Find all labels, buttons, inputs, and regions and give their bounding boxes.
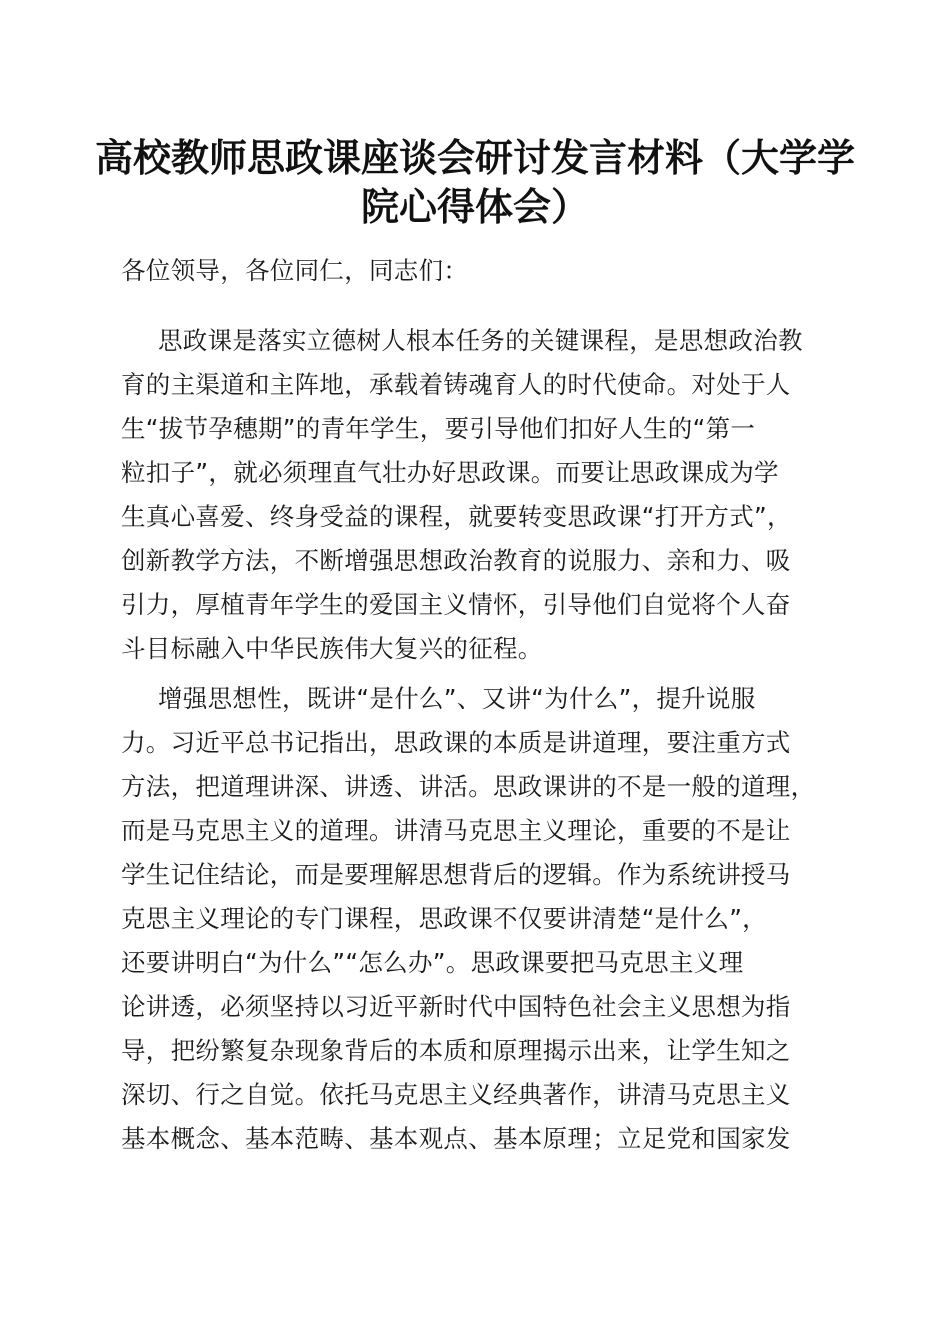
paragraph-1-line: 创新教学方法，不断增强思想政治教育的说服力、亲和力、吸 (121, 546, 791, 575)
paragraph-2-line: 力。习近平总书记指出，思政课的本质是讲道理，要注重方式 (121, 728, 791, 757)
paragraph-2-line: 导，把纷繁复杂现象背后的本质和原理揭示出来，让学生知之 (121, 1036, 791, 1065)
paragraph-2-line: 增强思想性，既讲“是什么”、又讲“为什么”，提升说服 (158, 684, 756, 713)
paragraph-1-line: 斗目标融入中华民族伟大复兴的征程。 (121, 634, 543, 663)
paragraph-2-line: 基本概念、基本范畴、基本观点、基本原理；立足党和国家发 (121, 1124, 791, 1153)
paragraph-1-line: 引力，厚植青年学生的爱国主义情怀，引导他们自觉将个人奋 (121, 590, 791, 619)
paragraph-2-line: 论讲透，必须坚持以习近平新时代中国特色社会主义思想为指 (121, 992, 791, 1021)
salutation: 各位领导，各位同仁，同志们： (121, 256, 469, 285)
document-title-line-2: 院心得体会） (360, 184, 589, 229)
paragraph-2-line: 克思主义理论的专门课程，思政课不仅要讲清楚“是什么”， (121, 904, 767, 933)
paragraph-2-line: 方法，把道理讲深、讲透、讲活。思政课讲的不是一般的道理， (121, 772, 816, 801)
paragraph-2-line: 深切、行之自觉。依托马克思主义经典著作，讲清马克思主义 (121, 1080, 791, 1109)
paragraph-2-line: 学生记住结论，而是要理解思想背后的逻辑。作为系统讲授马 (121, 860, 791, 889)
paragraph-1-line: 生真心喜爱、终身受益的课程，就要转变思政课“打开方式”， (121, 502, 792, 531)
paragraph-1-line: 粒扣子”，就必须理直气壮办好思政课。而要让思政课成为学 (121, 458, 779, 487)
paragraph-2-line: 还要讲明白“为什么”“怎么办”。思政课要把马克思主义理 (121, 948, 744, 977)
paragraph-1-line: 思政课是落实立德树人根本任务的关键课程，是思想政治教 (158, 326, 803, 355)
paragraph-1-line: 育的主渠道和主阵地，承载着铸魂育人的时代使命。对处于人 (121, 370, 791, 399)
paragraph-1-line: 生“拔节孕穗期”的青年学生，要引导他们扣好人生的“第一 (121, 414, 756, 443)
paragraph-2-line: 而是马克思主义的道理。讲清马克思主义理论，重要的不是让 (121, 816, 791, 845)
document-title-line-1: 高校教师思政课座谈会研讨发言材料（大学学 (94, 135, 855, 180)
